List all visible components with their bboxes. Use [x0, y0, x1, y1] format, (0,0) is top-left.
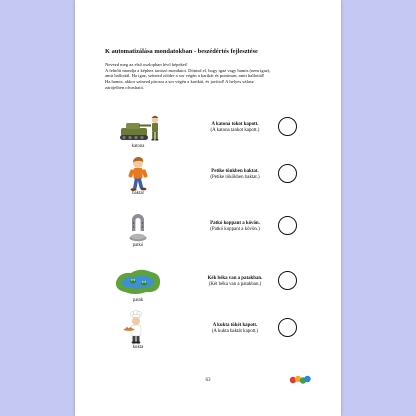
- sentence: [185, 221, 285, 234]
- instruction-line: amit hallottál. Ha igaz, színezd zöldre a sor végén a karikát és pontosan, amit hallottál!: [105, 73, 265, 79]
- answer-circle[interactable]: [278, 164, 297, 183]
- sentence: [185, 323, 285, 336]
- picture-caption: katona: [131, 144, 145, 149]
- exercise-row: [75, 309, 341, 369]
- publisher-logo-icon: [289, 373, 311, 385]
- exercise-row: [75, 155, 341, 215]
- picture-caption: baktat: [132, 191, 144, 196]
- spoken-sentence: Patkó koppant a kövön.: [210, 221, 260, 226]
- worksheet-page: [75, 0, 341, 416]
- picture-caption: patkó: [132, 243, 144, 248]
- correct-sentence: (A kukta baktát kapott.): [211, 329, 259, 335]
- instruction-line: Nevezd meg az első oszlopban lévő képeket!: [105, 62, 188, 67]
- page-title: K automatizálása mondatokban - beszédértés fejlesztése: [105, 48, 258, 55]
- answer-circle[interactable]: [278, 216, 297, 235]
- sentence: [185, 122, 285, 135]
- instruction-line: Ha hamis, akkor színezd pirosra a sor végén a karikát, és javítsd! A helyes válasz: [105, 79, 254, 85]
- sentence: [185, 169, 285, 182]
- correct-sentence: (A katona tankot kapott.): [210, 128, 260, 134]
- instruction-line: A felnőtt mondja a képhez tartozó mondatot. Döntsd el, hogy igaz vagy hamis (nem igaz),: [105, 67, 271, 73]
- spoken-sentence: Petike tönkben baktat.: [211, 169, 259, 174]
- answer-circle[interactable]: [278, 318, 297, 337]
- picture-caption: kukta: [132, 345, 144, 350]
- exercise-row: [75, 207, 341, 267]
- correct-sentence: (Petike tökökben baktat.): [210, 175, 260, 181]
- instruction-line: zárójelben olvasható.: [105, 84, 145, 90]
- answer-circle[interactable]: [278, 117, 297, 136]
- spoken-sentence: Kék béka van a patakban.: [207, 276, 263, 281]
- instructions: [105, 62, 337, 91]
- page-number: 63: [205, 378, 211, 383]
- answer-circle[interactable]: [278, 271, 297, 290]
- spoken-sentence: A katona tokot kapott.: [211, 122, 259, 127]
- correct-sentence: (Két béka van a patakban.): [208, 282, 262, 288]
- picture-caption: patak: [132, 298, 144, 303]
- spoken-sentence: A kukta tökét kapott.: [212, 323, 258, 328]
- sentence: [185, 276, 285, 289]
- correct-sentence: (Patkó koppant a kövön.): [210, 227, 260, 233]
